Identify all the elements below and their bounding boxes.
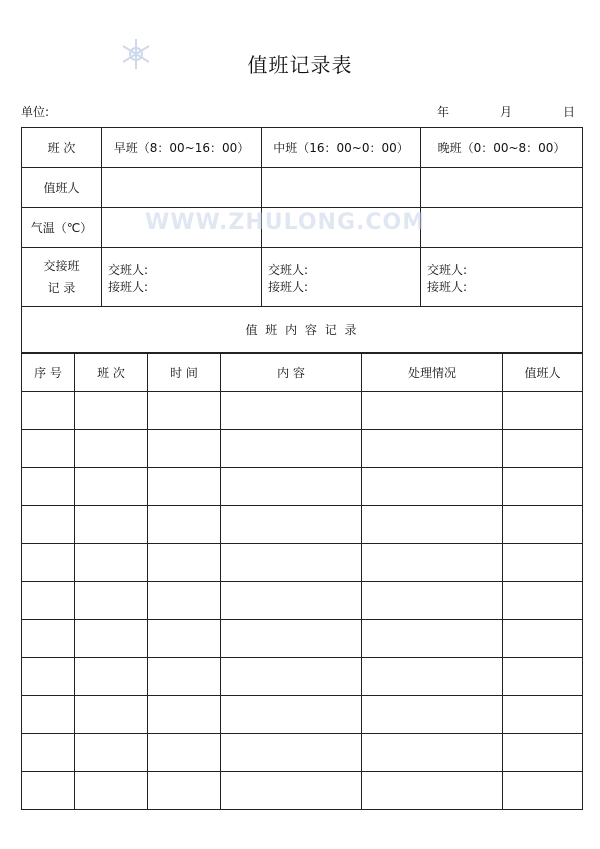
log-cell-time[interactable] <box>148 582 221 620</box>
col-header-time: 时 间 <box>148 354 221 392</box>
handover-to-label: 接班人: <box>268 280 309 294</box>
table-row <box>22 772 583 810</box>
log-cell-on-duty[interactable] <box>503 506 583 544</box>
handover-from-label: 交班人: <box>108 263 149 277</box>
log-cell-time[interactable] <box>148 772 221 810</box>
shift-table <box>21 127 583 353</box>
temperature-night-cell[interactable] <box>421 208 583 248</box>
log-cell-handling[interactable] <box>362 734 503 772</box>
col-header-handling: 处理情况 <box>362 354 503 392</box>
log-cell-handling[interactable] <box>362 506 503 544</box>
log-cell-on-duty[interactable] <box>503 392 583 430</box>
log-cell-handling[interactable] <box>362 392 503 430</box>
log-cell-shift[interactable] <box>75 392 148 430</box>
col-header-index: 序 号 <box>22 354 75 392</box>
col-header-content: 内 容 <box>221 354 362 392</box>
log-cell-handling[interactable] <box>362 430 503 468</box>
log-cell-on-duty[interactable] <box>503 734 583 772</box>
table-row <box>22 430 583 468</box>
log-cell-index[interactable] <box>22 734 75 772</box>
log-cell-content[interactable] <box>221 772 362 810</box>
log-cell-content[interactable] <box>221 468 362 506</box>
on-duty-night-cell[interactable] <box>421 168 583 208</box>
shift-header-cell: 班 次 <box>22 128 102 168</box>
shift-header-row <box>22 128 583 168</box>
log-cell-time[interactable] <box>148 544 221 582</box>
log-header-row <box>22 354 583 392</box>
log-cell-handling[interactable] <box>362 696 503 734</box>
shift-night: 晚班（0：00~8：00） <box>421 128 583 168</box>
on-duty-early-cell[interactable] <box>102 168 262 208</box>
log-cell-time[interactable] <box>148 734 221 772</box>
section-title: 值 班 内 容 记 录 <box>22 307 583 353</box>
table-row <box>22 468 583 506</box>
log-cell-shift[interactable] <box>75 734 148 772</box>
col-header-on-duty: 值班人 <box>503 354 583 392</box>
log-cell-handling[interactable] <box>362 658 503 696</box>
log-table <box>21 353 583 810</box>
log-cell-handling[interactable] <box>362 582 503 620</box>
shift-early: 早班（8：00~16：00） <box>102 128 262 168</box>
on-duty-middle-cell[interactable] <box>262 168 421 208</box>
handover-to-label: 接班人: <box>427 280 468 294</box>
log-cell-content[interactable] <box>221 544 362 582</box>
log-cell-on-duty[interactable] <box>503 468 583 506</box>
temperature-label: 气温（℃） <box>22 208 102 248</box>
log-cell-handling[interactable] <box>362 772 503 810</box>
day-label: 日 <box>563 105 576 119</box>
log-cell-index[interactable] <box>22 696 75 734</box>
log-cell-content[interactable] <box>221 696 362 734</box>
log-cell-time[interactable] <box>148 658 221 696</box>
month-label: 月 <box>500 105 513 119</box>
handover-night-cell[interactable] <box>421 248 583 307</box>
log-cell-index[interactable] <box>22 506 75 544</box>
section-title-row <box>22 307 583 353</box>
handover-to-label: 接班人: <box>108 280 149 294</box>
table-row <box>22 544 583 582</box>
on-duty-label: 值班人 <box>22 168 102 208</box>
log-cell-on-duty[interactable] <box>503 658 583 696</box>
page-title: 值班记录表 <box>247 53 353 77</box>
log-cell-shift[interactable] <box>75 544 148 582</box>
log-cell-index[interactable] <box>22 772 75 810</box>
log-cell-shift[interactable] <box>75 658 148 696</box>
log-cell-content[interactable] <box>221 430 362 468</box>
table-row <box>22 620 583 658</box>
shift-middle: 中班（16：00~0：00） <box>262 128 421 168</box>
log-cell-index[interactable] <box>22 430 75 468</box>
log-cell-index[interactable] <box>22 468 75 506</box>
on-duty-row <box>22 168 583 208</box>
log-cell-time[interactable] <box>148 392 221 430</box>
log-cell-content[interactable] <box>221 506 362 544</box>
log-cell-time[interactable] <box>148 696 221 734</box>
col-header-shift: 班 次 <box>75 354 148 392</box>
log-cell-index[interactable] <box>22 620 75 658</box>
handover-row <box>22 248 583 307</box>
table-row <box>22 696 583 734</box>
log-cell-time[interactable] <box>148 468 221 506</box>
handover-from-label: 交班人: <box>427 263 468 277</box>
log-cell-time[interactable] <box>148 506 221 544</box>
year-label: 年 <box>437 105 450 119</box>
log-cell-time[interactable] <box>148 430 221 468</box>
handover-label <box>22 248 102 307</box>
table-row <box>22 658 583 696</box>
log-cell-on-duty[interactable] <box>503 582 583 620</box>
handover-middle-cell[interactable] <box>262 248 421 307</box>
log-cell-on-duty[interactable] <box>503 772 583 810</box>
log-cell-content[interactable] <box>221 582 362 620</box>
log-cell-handling[interactable] <box>362 544 503 582</box>
log-cell-on-duty[interactable] <box>503 430 583 468</box>
log-cell-content[interactable] <box>221 620 362 658</box>
log-cell-handling[interactable] <box>362 468 503 506</box>
log-cell-shift[interactable] <box>75 506 148 544</box>
log-cell-index[interactable] <box>22 658 75 696</box>
log-cell-shift[interactable] <box>75 772 148 810</box>
log-cell-index[interactable] <box>22 582 75 620</box>
handover-label-line2: 记 录 <box>47 281 76 295</box>
log-cell-index[interactable] <box>22 544 75 582</box>
log-cell-time[interactable] <box>148 620 221 658</box>
log-cell-shift[interactable] <box>75 468 148 506</box>
table-row <box>22 506 583 544</box>
log-cell-shift[interactable] <box>75 430 148 468</box>
table-row <box>22 734 583 772</box>
unit-label: 单位: <box>21 105 50 119</box>
watermark: WWW.ZHULONG.COM <box>145 210 426 235</box>
log-cell-on-duty[interactable] <box>503 696 583 734</box>
log-cell-content[interactable] <box>221 392 362 430</box>
log-cell-handling[interactable] <box>362 620 503 658</box>
log-cell-index[interactable] <box>22 392 75 430</box>
log-cell-shift[interactable] <box>75 582 148 620</box>
log-cell-on-duty[interactable] <box>503 544 583 582</box>
log-cell-shift[interactable] <box>75 620 148 658</box>
log-cell-shift[interactable] <box>75 696 148 734</box>
handover-from-label: 交班人: <box>268 263 309 277</box>
log-cell-content[interactable] <box>221 734 362 772</box>
log-cell-content[interactable] <box>221 658 362 696</box>
table-row <box>22 582 583 620</box>
handover-early-cell[interactable] <box>102 248 262 307</box>
log-cell-on-duty[interactable] <box>503 620 583 658</box>
table-row <box>22 392 583 430</box>
handover-label-line1: 交接班 <box>43 259 80 273</box>
